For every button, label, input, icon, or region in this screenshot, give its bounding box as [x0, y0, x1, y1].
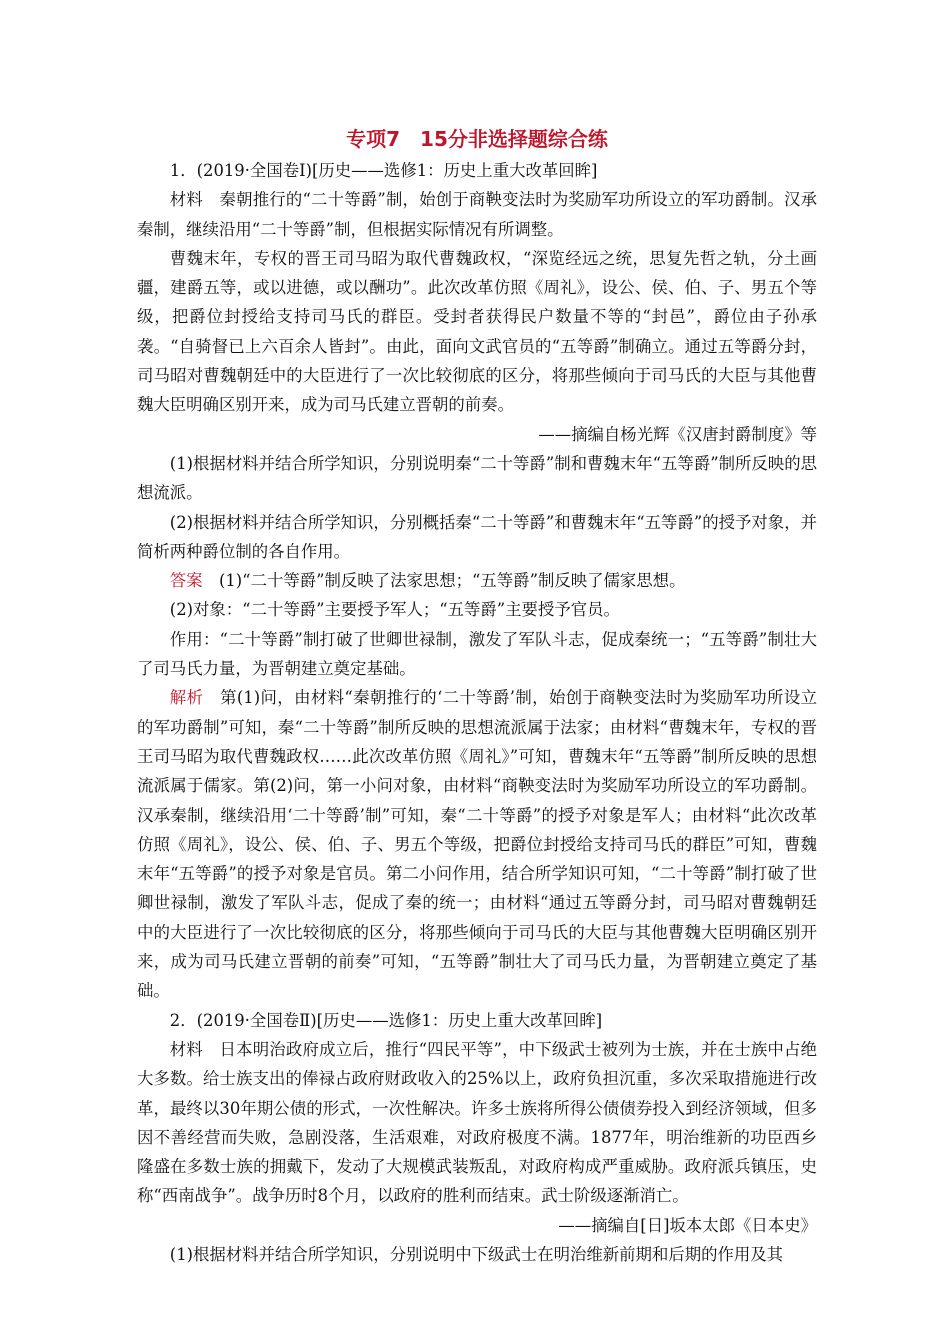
- q1-material-p1: [137, 185, 817, 244]
- analysis-text: 第(1)问，由材料“秦朝推行的‘二十等爵’制，始创于商鞅变法时为奖励军功所设立的军功爵制”可知，秦“二十等爵”制所反映的思想流派属于法家；由材料“曹魏末年，专权的晋王司马昭为取代曹魏政权……此次改革仿照《周礼》”可知，曹魏末年“五等爵”制所反映的思想流派属于儒家。第(2)问，第一小问对象，由材料“商鞅变法时为奖励军功所设立的军功爵制。汉承秦制，继续沿用‘二十等爵’制”可知，秦“二十等爵”的授予对象是军人；由材料“此次改革仿照《周礼》，设公、侯、伯、子、男五个等级，把爵位封授给支持司马氏的群臣”可知，曹魏末年“五等爵”的授予对象是官员。第二小问作用，结合所学知识可知，“二十等爵”制打破了世卿世禄制，激发了军队斗志，促成了秦的统一；由材料“通过五等爵分封，司马昭对曹魏朝廷中的大臣进行了一次比较彻底的区分，将那些倾向于司马氏的大臣与其他曹魏大臣明确区别开来，成为司马氏建立晋朝的前奏”可知，“五等爵”制壮大了司马氏力量，为晋朝建立奠定了基础。: [137, 688, 818, 1001]
- q1-answer2: (2)对象：“二十等爵”主要授予军人；“五等爵”主要授予官员。: [169, 600, 620, 620]
- analysis-label: 解析: [169, 688, 204, 708]
- q2-material-label: 材料: [169, 1039, 203, 1059]
- q1-sub2: (2)根据材料并结合所学知识，分别概括秦“二十等爵”和曹魏末年“五等爵”的授予对象，并简析两种爵位制的各自作用。: [137, 512, 817, 561]
- q1-material-p2: 曹魏末年，专权的晋王司马昭为取代曹魏政权，“深览经远之统，思复先哲之轨，分土画疆，建爵五等，或以进德，或以酬功”。此次改革仿照《周礼》，设公、侯、伯、子、男五个等级，把爵位封授给支持司马氏的群臣。受封者获得民户数量不等的“封邑”，爵位由子孙承袭。“自骑督已上六百余人皆封”。由此，面向文武官员的“五等爵”制确立。通过五等爵分封，司马昭对曹魏朝廷中的大臣进行了一次比较彻底的区分，将那些倾向于司马氏的大臣与其他曹魏大臣明确区别开来，成为司马氏建立晋朝的前奏。: [137, 248, 817, 415]
- answer-label: 答案: [169, 571, 203, 591]
- q1-material-label: 材料: [169, 190, 203, 210]
- q2-material-text: 日本明治政府成立后，推行“四民平等”，中下级武士被列为士族，并在士族中占绝大多数。给士族支出的俸禄占政府财政收入的25%以上，政府负担沉重，多次采取措施进行改革，最终以30年期公债的形式，一次性解决。许多士族将所得公债债券投入到经济领域，但多因不善经营而失败，急剧没落，生活艰难，对政府极度不满。1877年，明治维新的功臣西乡隆盛在多数士族的拥戴下，发动了大规模武装叛乱，对政府构成严重威胁。政府派兵镇压，史称“西南战争”。战争历时8个月，以政府的胜利而结束。武士阶级逐渐消亡。: [137, 1039, 817, 1206]
- q1-answer3: 作用：“二十等爵”制打破了世卿世禄制，激发了军队斗志，促成秦统一；“五等爵”制壮大了司马氏力量，为晋朝建立奠定基础。: [137, 629, 817, 679]
- q2-sub1: (1)根据材料并结合所学知识，分别说明中下级武士在明治维新前期和后期的作用及其: [169, 1244, 784, 1264]
- q1-header: 1．(2019·全国卷Ⅰ)[历史——选修1：历史上重大改革回眸]: [169, 161, 598, 180]
- page-title: 专项7 15分非选择题综合练: [346, 127, 608, 151]
- q2-material: [137, 1035, 817, 1211]
- q1-answer1: [137, 566, 817, 595]
- q1-analysis: [137, 683, 817, 1005]
- answer1-text: (1)“二十等爵”制反映了法家思想；“五等爵”制反映了儒家思想。: [202, 571, 686, 591]
- document-page: [137, 122, 817, 1269]
- q1-material-text: 秦朝推行的“二十等爵”制，始创于商鞅变法时为奖励军功所设立的军功爵制。汉承秦制，继续沿用“二十等爵”制，但根据实际情况有所调整。: [137, 190, 817, 239]
- q1-source: ——摘编自杨光辉《汉唐封爵制度》等: [538, 424, 817, 444]
- q1-sub1: (1)根据材料并结合所学知识，分别说明秦“二十等爵”制和曹魏末年“五等爵”制所反映的思想流派。: [137, 453, 817, 503]
- q2-source: ——摘编自[日]坂本太郎《日本史》: [558, 1215, 817, 1235]
- q2-header: 2．(2019·全国卷Ⅱ)[历史——选修1：历史上重大改革回眸]: [169, 1010, 603, 1030]
